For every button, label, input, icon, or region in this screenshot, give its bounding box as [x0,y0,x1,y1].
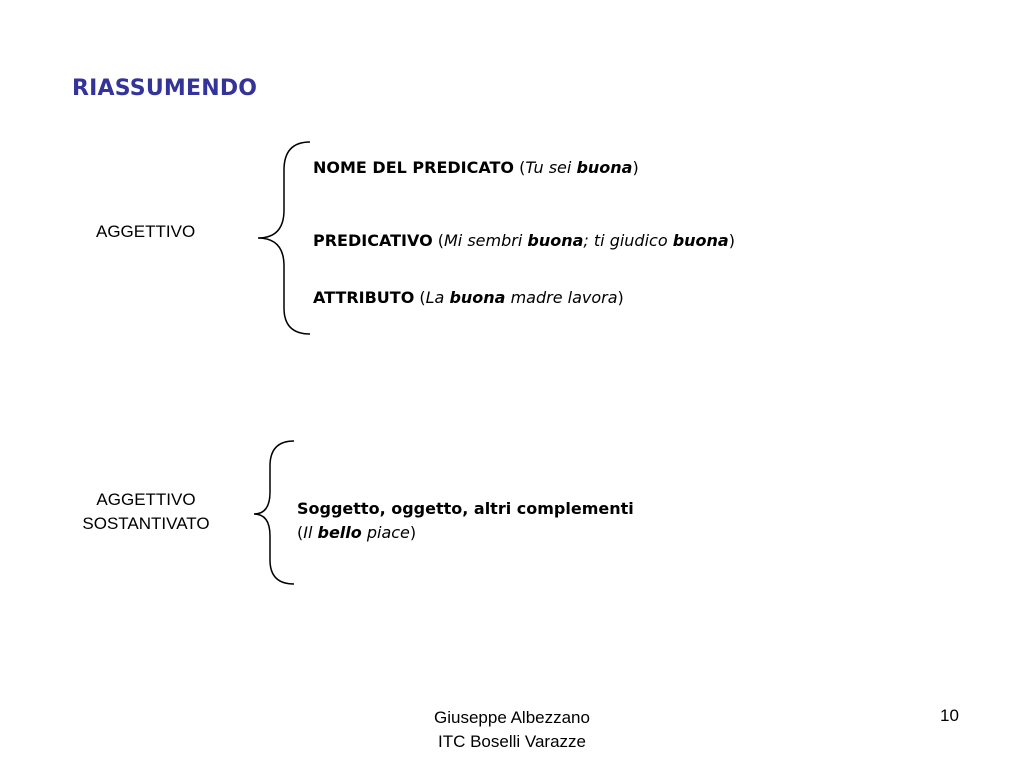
group1-item-attributo [313,288,624,307]
item-paren: ) [632,158,639,177]
item-example-bold: bello [317,523,362,542]
item-paren: ) [409,523,417,542]
item-example: La [425,288,450,307]
item-head: ATTRIBUTO [313,288,415,307]
item-example-bold: buona [527,231,584,250]
group1-brace-path [258,142,310,334]
item-example-bold: buona [449,288,506,307]
item-head: PREDICATIVO [313,231,433,250]
item-paren: ( [297,523,304,542]
item-paren: ( [432,231,444,250]
item-paren: ) [617,288,624,307]
slide-title: RIASSUMENDO [72,76,258,101]
page-number: 10 [940,706,959,725]
item-example: piace [361,523,410,542]
item-paren: ( [414,288,426,307]
group1-label: AGGETTIVO [96,222,196,241]
item-paren: ( [514,158,526,177]
item-example-bold: buona [576,158,633,177]
item-example: Tu sei [525,158,577,177]
footer-author: Giuseppe Albezzano [434,708,590,727]
item-example: ; ti giudico [583,231,673,250]
footer-school: ITC Boselli Varazze [437,732,586,751]
item-paren: ) [728,231,735,250]
group2-label [56,488,236,536]
group2-item [297,497,634,545]
footer-credits [412,706,612,754]
group2-label-line2: SOSTANTIVATO [82,514,210,533]
item-example: madre lavora [505,288,618,307]
item-head: Soggetto, oggetto, altri complementi [297,499,634,518]
item-example: Mi sembri [444,231,528,250]
group1-item-predicativo [313,231,735,250]
group2-label-line1: AGGETTIVO [96,490,196,509]
item-head: NOME DEL PREDICATO [313,158,514,177]
group1-item-nome-del-predicato [313,158,639,177]
item-example: Il [303,523,318,542]
group2-brace-path [254,441,294,584]
item-example-bold: buona [672,231,729,250]
